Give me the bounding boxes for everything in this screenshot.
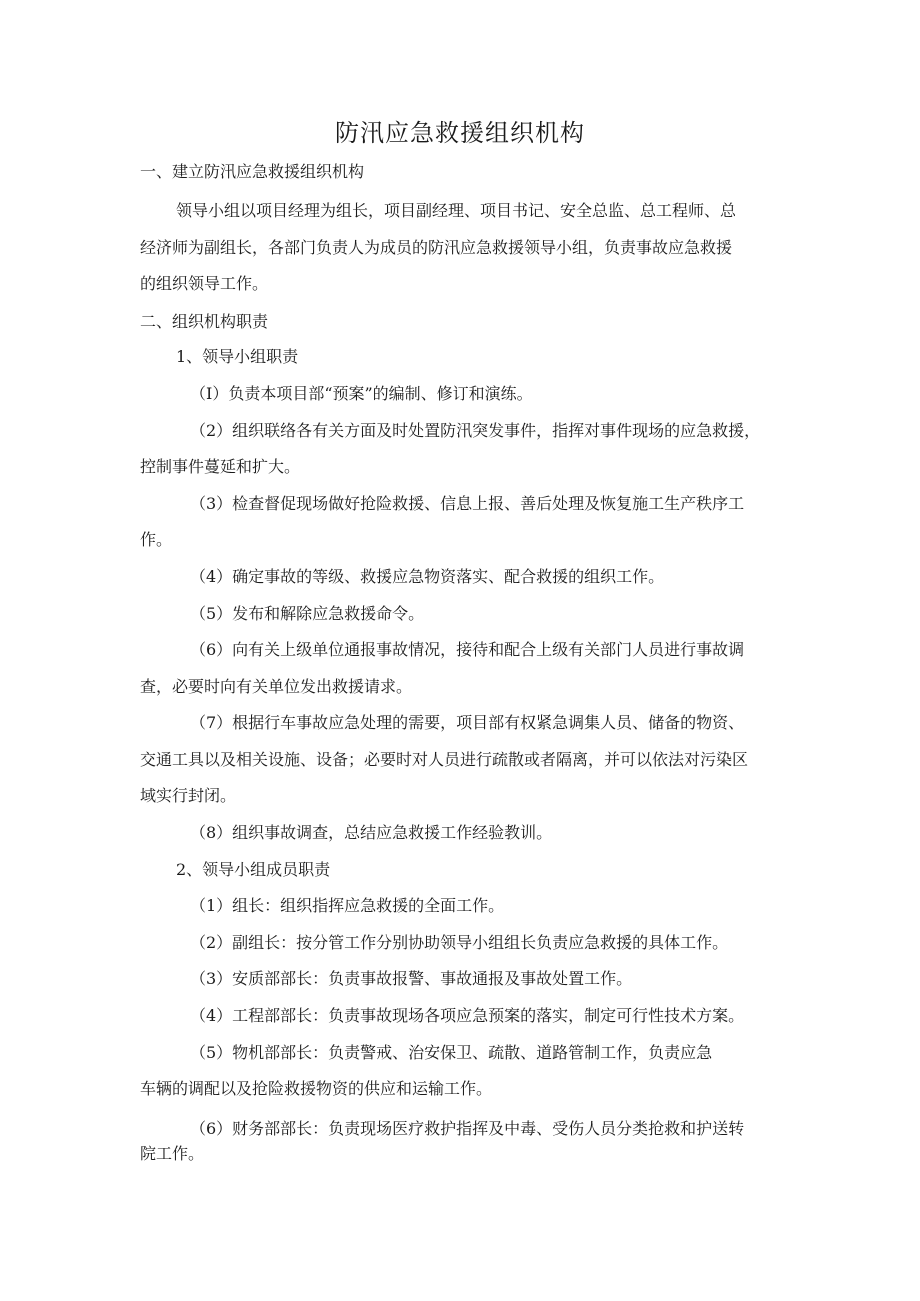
- paragraph-line: 经济师为副组长，各部门负责人为成员的防汛应急救援领导小组，负责事故应急救援: [140, 238, 733, 257]
- list-item: （1）组长：组织指挥应急救援的全面工作。: [190, 896, 505, 915]
- paragraph-line: 的组织领导工作。: [140, 274, 269, 293]
- list-item: （6）向有关上级单位通报事故情况，接待和配合上级有关部门人员进行事故调: [190, 640, 745, 659]
- list-item-continuation: 查，必要时向有关单位发出救援请求。: [140, 677, 413, 696]
- list-item: （5）发布和解除应急救援命令。: [190, 604, 425, 623]
- list-item: （8）组织事故调查，总结应急救援工作经验教训。: [190, 823, 553, 842]
- list-item: （4）确定事故的等级、救援应急物资落实、配合救援的组织工作。: [190, 567, 665, 586]
- document-title: 防汛应急救援组织机构: [335, 119, 585, 147]
- subsection-heading: 1、领导小组职责: [176, 347, 299, 366]
- list-item-continuation: 车辆的调配以及抢险救援物资的供应和运输工作。: [140, 1079, 493, 1098]
- list-item: （2）组织联络各有关方面及时处置防汛突发事件，指挥对事件现场的应急救援，: [190, 421, 761, 440]
- list-item: （7）根据行车事故应急处理的需要，项目部有权紧急调集人员、储备的物资、: [190, 713, 745, 732]
- list-item-continuation: 作。: [140, 530, 173, 549]
- list-item: （4）工程部部长：负责事故现场各项应急预案的落实，制定可行性技术方案。: [190, 1006, 745, 1025]
- list-item: （6）财务部部长：负责现场医疗救护指挥及中毒、受伤人员分类抢救和护送转: [190, 1119, 745, 1138]
- list-item-continuation: 交通工具以及相关设施、设备；必要时对人员进行疏散或者隔离，并可以依法对污染区: [140, 750, 749, 769]
- section-heading-2: 二、组织机构职责: [140, 312, 269, 331]
- section-heading-1: 一、建立防汛应急救援组织机构: [140, 162, 365, 181]
- subsection-heading: 2、领导小组成员职责: [176, 860, 331, 879]
- list-item: （5）物机部部长：负责警戒、治安保卫、疏散、道路管制工作，负责应急: [190, 1043, 713, 1062]
- paragraph-line: 领导小组以项目经理为组长，项目副经理、项目书记、安全总监、总工程师、总: [176, 201, 737, 220]
- list-item: （I）负责本项目部“预案”的编制、修订和演练。: [190, 384, 533, 403]
- list-item-continuation: 域实行封闭。: [140, 786, 237, 805]
- list-item-continuation: 控制事件蔓延和扩大。: [140, 457, 301, 476]
- list-item: （3）检查督促现场做好抢险救援、信息上报、善后处理及恢复施工生产秩序工: [190, 494, 745, 513]
- list-item-continuation: 院工作。: [140, 1144, 205, 1163]
- list-item: （2）副组长：按分管工作分别协助领导小组组长负责应急救援的具体工作。: [190, 933, 729, 952]
- list-item: （3）安质部部长：负责事故报警、事故通报及事故处置工作。: [190, 969, 633, 988]
